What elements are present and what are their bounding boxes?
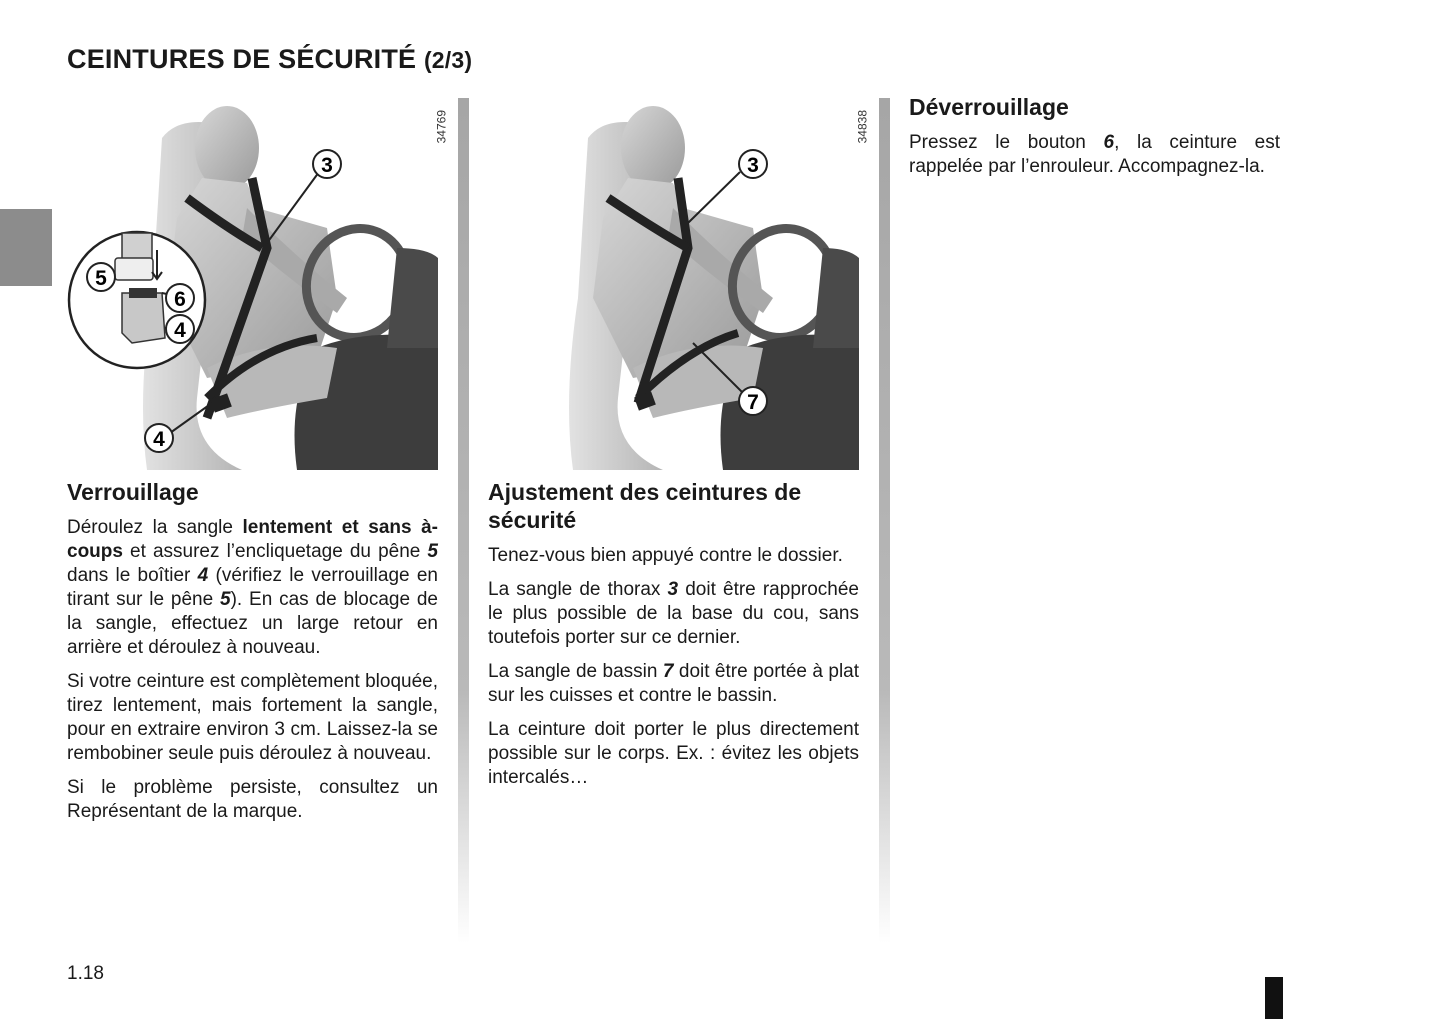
left-column bbox=[67, 98, 448, 834]
paragraph bbox=[67, 516, 438, 660]
callout-6 bbox=[166, 284, 194, 312]
callout-7 bbox=[739, 387, 767, 415]
reference-number: 5 bbox=[427, 541, 438, 562]
column-divider-right bbox=[879, 98, 890, 943]
paragraph-text: La sangle de thorax bbox=[488, 579, 668, 600]
paragraph-text: et assurez l’encliquetage du pêne bbox=[122, 541, 428, 562]
locking-heading: Verrouillage bbox=[67, 479, 199, 505]
callout-3-label: 3 bbox=[747, 154, 759, 177]
middle-column bbox=[488, 98, 869, 800]
paragraph bbox=[67, 776, 438, 824]
right-column bbox=[909, 93, 1280, 189]
paragraph-text: ). En cas de blocage de la sangle, effectuez un large retour en arrière et déroulez à nouveau. bbox=[67, 589, 438, 658]
paragraph-text: La sangle de bassin bbox=[488, 661, 663, 682]
reference-number: 6 bbox=[1103, 132, 1115, 153]
unlocking-heading: Déverrouillage bbox=[909, 94, 1069, 120]
paragraph-text: Pressez le bouton bbox=[909, 132, 1104, 153]
adjustment-illustration bbox=[488, 98, 869, 470]
reference-number: 3 bbox=[667, 579, 679, 600]
page-title bbox=[67, 44, 472, 75]
paragraph-text: doit être portée à plat sur les cuisses et contre le bassin. bbox=[488, 661, 860, 706]
column-divider-left bbox=[458, 98, 469, 943]
callout-5-label: 5 bbox=[95, 267, 107, 290]
callout-5 bbox=[87, 263, 115, 291]
callout-3 bbox=[313, 150, 341, 178]
paragraph-text: Si le problème persiste, consultez un Représentant de la marque. bbox=[67, 777, 438, 822]
figure-reference: 34769 bbox=[434, 110, 448, 144]
paragraph bbox=[909, 131, 1280, 179]
unlocking-text bbox=[909, 131, 1280, 179]
callout-4-inset-label: 4 bbox=[174, 319, 186, 342]
paragraph-text: Tenez-vous bien appuyé contre le dossier. bbox=[488, 545, 843, 566]
page-title-part: (2/3) bbox=[423, 47, 473, 73]
page-title-text: CEINTURES DE SÉCURITÉ bbox=[67, 44, 417, 74]
paragraph-text: Déroulez la sangle bbox=[67, 517, 243, 538]
paragraph-text: , la ceinture est rappelée par l’enrouleur. Accompagnez-la. bbox=[909, 132, 1281, 177]
paragraph bbox=[488, 578, 859, 650]
paragraph-text: (vérifiez le verrouillage en tirant sur le pêne bbox=[67, 565, 438, 610]
reference-number: 5 bbox=[220, 589, 231, 610]
paragraph bbox=[488, 660, 859, 708]
reference-number: 4 bbox=[197, 565, 209, 586]
callout-3 bbox=[739, 150, 767, 178]
paragraph-text: dans le boîtier bbox=[67, 565, 198, 586]
paragraph-text: Si votre ceinture est complètement bloquée, tirez lentement, mais fortement la sangle, pour en extraire environ 3 cm. Laissez-la se rembobiner seule puis déroulez à nouveau. bbox=[67, 671, 438, 764]
reference-number: 7 bbox=[662, 661, 674, 682]
locking-text bbox=[67, 516, 438, 824]
paragraph bbox=[488, 718, 859, 790]
callout-4-inset bbox=[166, 315, 194, 343]
adjustment-text bbox=[488, 544, 859, 790]
paragraph-text: doit être rapprochée le plus possible de la base du cou, sans toutefois porter sur ce dernier. bbox=[488, 579, 859, 648]
adjustment-illustration-svg bbox=[488, 98, 859, 470]
callout-6-label: 6 bbox=[174, 288, 186, 311]
paragraph-text: La ceinture doit porter le plus directement possible sur le corps. Ex. : évitez les objets intercalés… bbox=[488, 719, 859, 788]
callout-3-label: 3 bbox=[321, 154, 333, 177]
paragraph bbox=[67, 670, 438, 766]
page-number: 1.18 bbox=[67, 963, 104, 984]
figure-reference: 34838 bbox=[855, 110, 869, 144]
callout-4-label: 4 bbox=[153, 428, 165, 451]
emphasis-text: lentement et sans à-coups bbox=[67, 517, 439, 562]
locking-illustration-svg bbox=[67, 98, 438, 470]
adjustment-heading: Ajustement des ceintures de sécurité bbox=[488, 479, 802, 533]
callout-7-label: 7 bbox=[747, 391, 759, 414]
locking-illustration bbox=[67, 98, 448, 470]
paragraph bbox=[488, 544, 859, 568]
callout-4 bbox=[145, 424, 173, 452]
page-corner-tab bbox=[1265, 977, 1283, 1019]
chapter-side-tab bbox=[0, 209, 52, 286]
